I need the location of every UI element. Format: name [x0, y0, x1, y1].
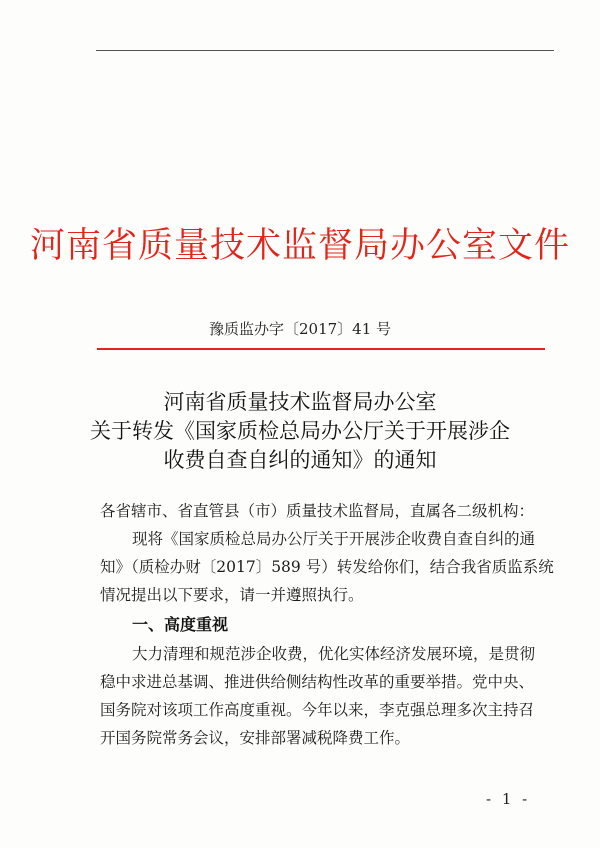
- section-line-3: 国务院对该项工作高度重视。今年以来，李克强总理多次主持召: [100, 701, 535, 719]
- red-divider: [97, 348, 545, 350]
- section-line-2: 稳中求进总基调、推进供给侧结构性改革的重要举措。党中央、: [100, 673, 535, 691]
- section-line-1: 大力清理和规范涉企收费，优化实体经济发展环境，是贯彻: [132, 645, 536, 663]
- title-line-1: 河南省质量技术监督局办公室: [163, 390, 437, 414]
- intro-line-2: 知》（质检办财〔2017〕589 号）转发给你们，结合我省质监系统: [100, 558, 554, 576]
- title-line-3: 收费自查自纠的通知》的通知: [163, 448, 437, 472]
- intro-line-3: 情况提出以下要求，请一并遵照执行。: [100, 586, 364, 604]
- salutation: 各省辖市、省直管县（市）质量技术监督局，直属各二级机构：: [100, 502, 535, 520]
- section-line-4: 开国务院常务会议，安排部署减税降费工作。: [100, 729, 411, 747]
- page-number: - 1 -: [486, 790, 531, 808]
- section-heading: 一、高度重视: [132, 615, 229, 634]
- document-title: [0, 388, 600, 475]
- intro-line-1: 现将《国家质检总局办公厅关于开展涉企收费自查自纠的通: [132, 530, 536, 548]
- top-divider: [96, 50, 554, 51]
- document-number: 豫质监办字〔2017〕41 号: [208, 320, 392, 338]
- title-line-2: 关于转发《国家质检总局办公厅关于开展涉企: [90, 419, 510, 443]
- document-header-title: 河南省质量技术监督局办公室文件: [29, 226, 570, 266]
